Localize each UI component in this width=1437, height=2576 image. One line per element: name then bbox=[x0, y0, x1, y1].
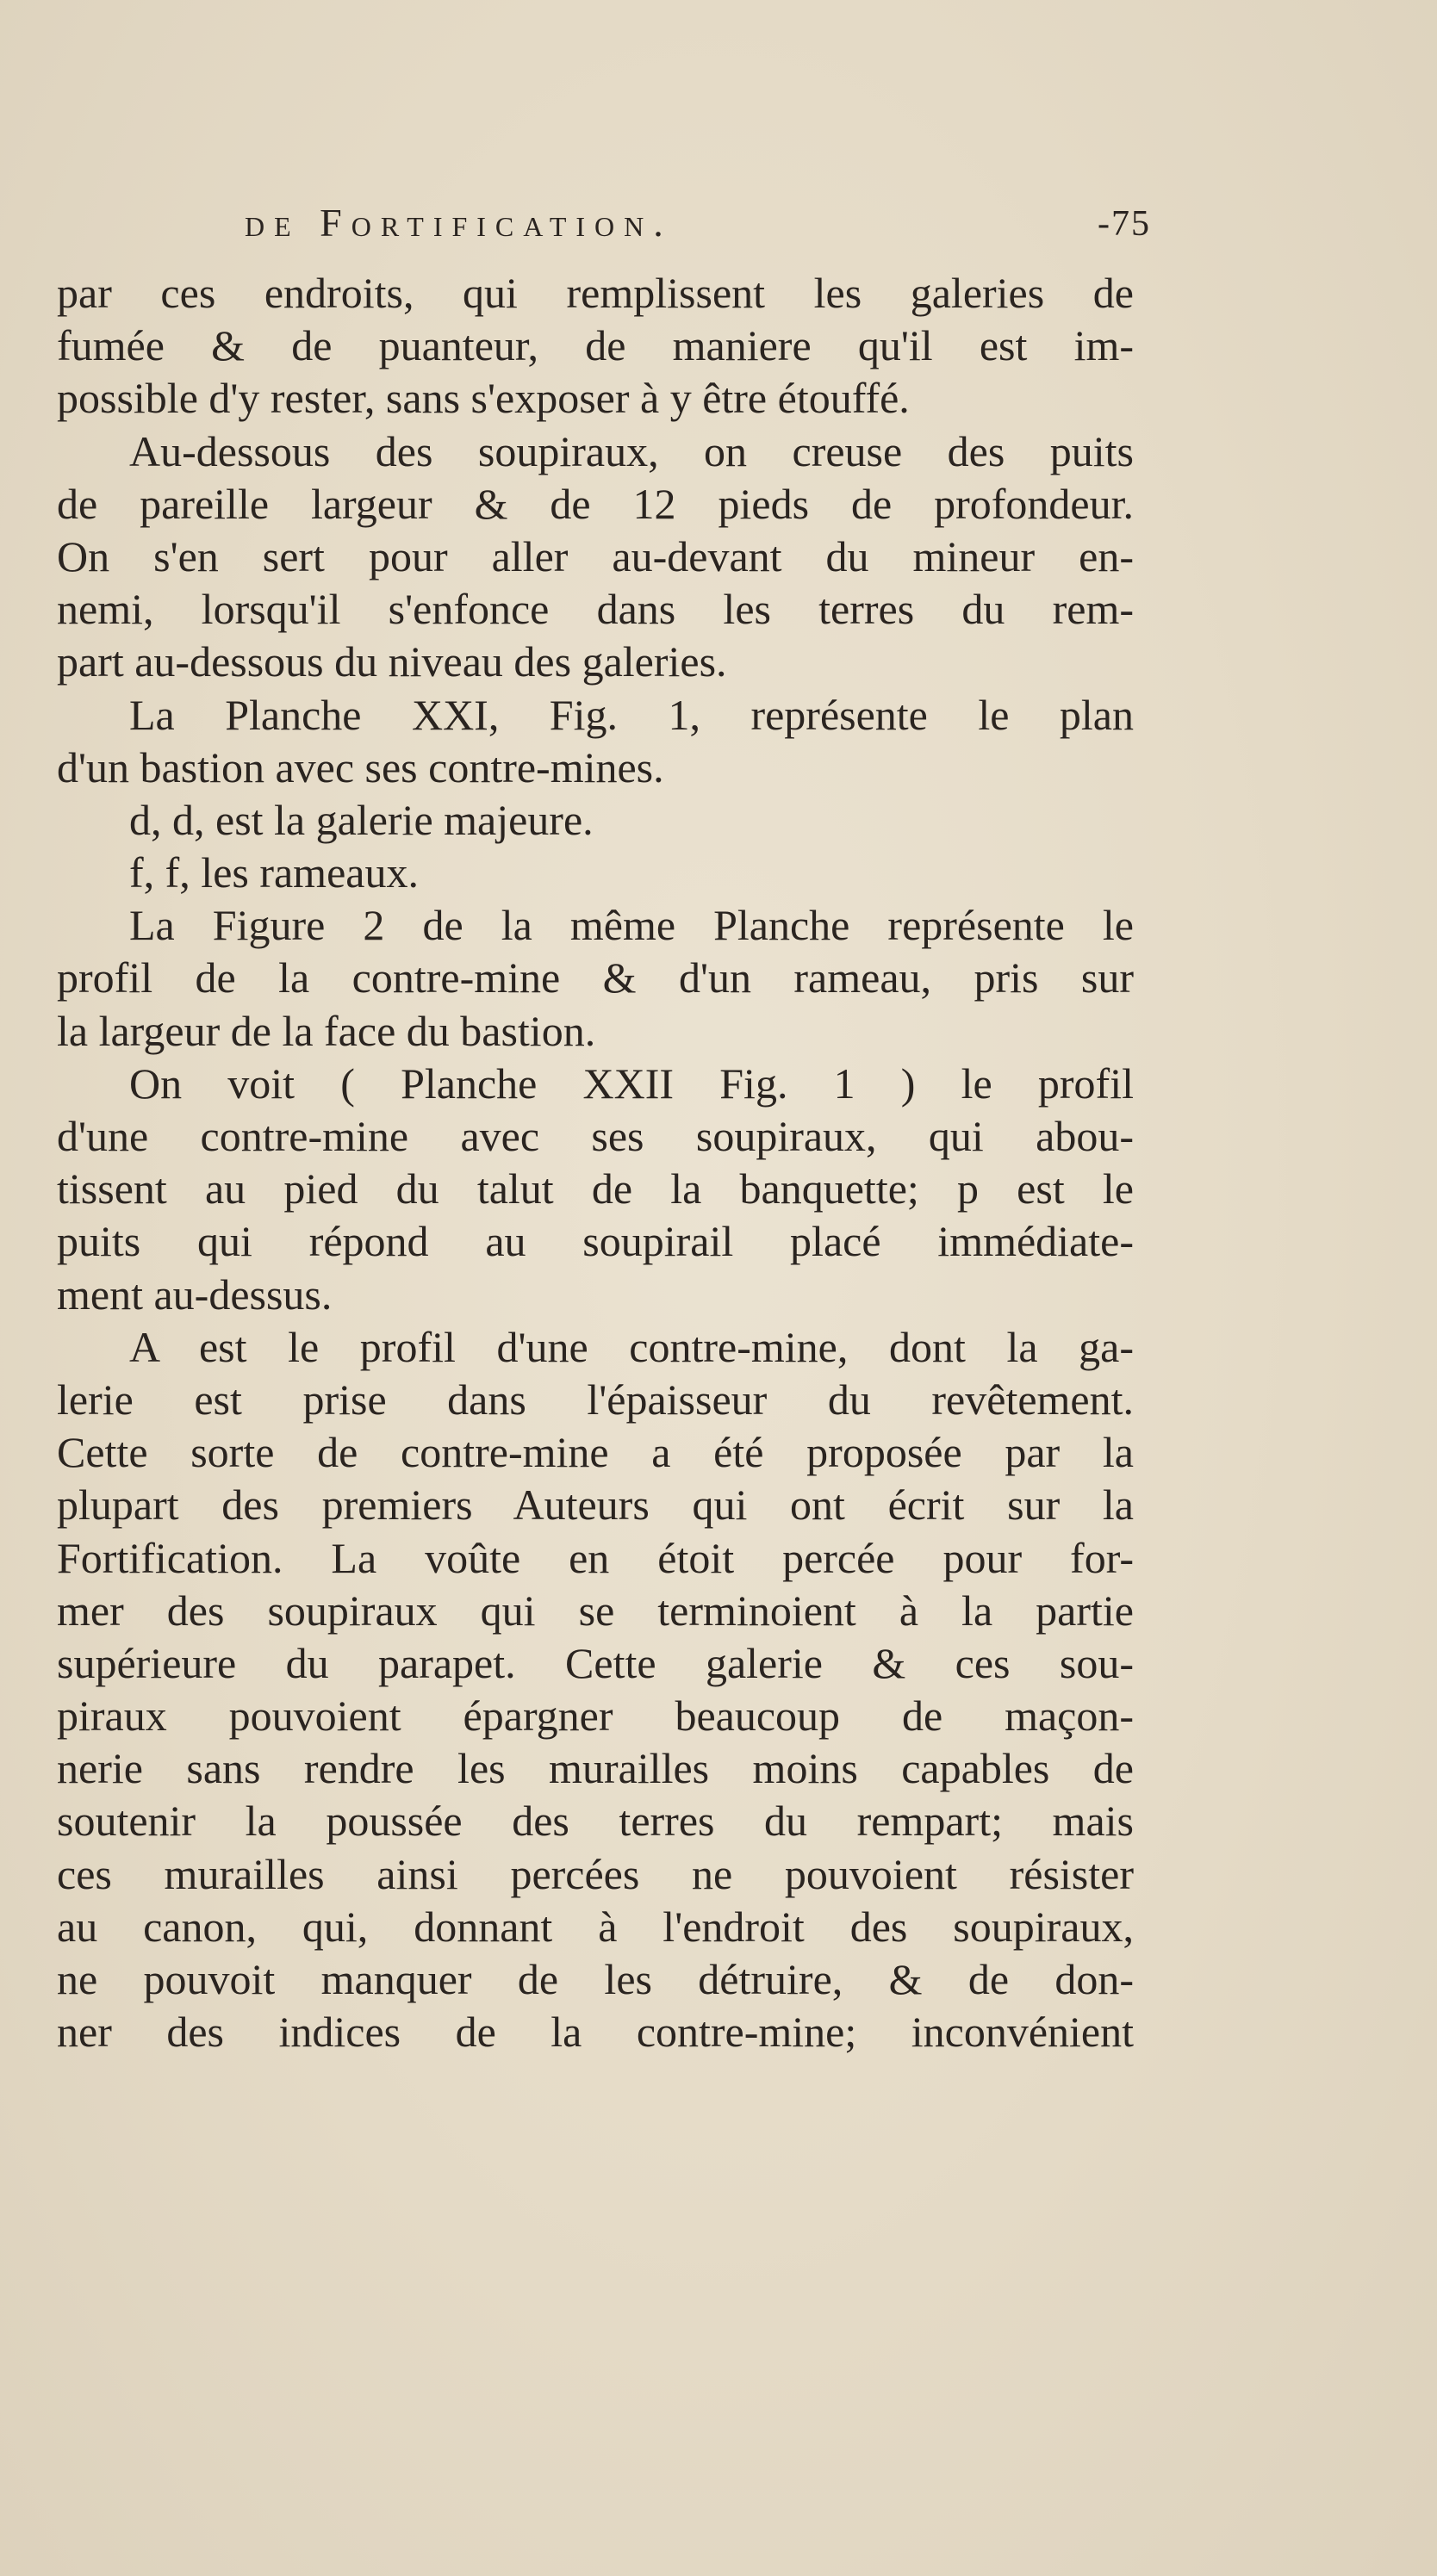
text-line: fumée & de puanteur, de maniere qu'il est im- bbox=[57, 321, 1134, 370]
text-line: lerie est prise dans l'épaisseur du revêtement. bbox=[57, 1375, 1134, 1424]
text-line: ces murailles ainsi percées ne pouvoient résister bbox=[57, 1849, 1134, 1898]
text-line: On s'en sert pour aller au-devant du mineur en- bbox=[57, 531, 1134, 580]
text-line: la largeur de la face du bastion. bbox=[57, 1006, 596, 1055]
text-line: piraux pouvoient épargner beaucoup de maçon- bbox=[57, 1691, 1134, 1741]
text-line: nerie sans rendre les murailles moins capables de bbox=[57, 1744, 1134, 1793]
text-line: mer des soupiraux qui se terminoient à la partie bbox=[57, 1586, 1134, 1635]
text-line: plupart des premiers Auteurs qui ont écrit sur la bbox=[57, 1480, 1134, 1530]
page-text bbox=[57, 200, 1151, 2058]
text-line: nemi, lorsqu'il s'enfonce dans les terres du rem- bbox=[57, 585, 1134, 634]
body-text bbox=[57, 267, 1134, 2058]
text-line: profil de la contre-mine & d'un rameau, pris sur bbox=[57, 953, 1134, 1002]
text-line: Cette sorte de contre-mine a été proposée par la bbox=[57, 1428, 1134, 1477]
running-head bbox=[57, 200, 1151, 267]
text-line: de pareille largeur & de 12 pieds de profondeur. bbox=[57, 479, 1134, 528]
text-line: tissent au pied du talut de la banquette; p est le bbox=[57, 1164, 1134, 1214]
text-line: d'un bastion avec ses contre-mines. bbox=[57, 742, 664, 791]
text-line: A est le profil d'une contre-mine, dont la ga- bbox=[129, 1322, 1134, 1371]
page-number: -75 bbox=[1098, 204, 1151, 244]
running-head-title: de Fortification. bbox=[245, 201, 673, 245]
text-line: La Figure 2 de la même Planche représente le bbox=[129, 901, 1134, 950]
text-line: par ces endroits, qui remplissent les galeries de bbox=[57, 269, 1134, 317]
text-line: ner des indices de la contre-mine; inconvénient bbox=[57, 2008, 1134, 2057]
text-line: Au-dessous des soupiraux, on creuse des puits bbox=[129, 426, 1134, 475]
text-line: d, d, est la galerie majeure. bbox=[129, 795, 594, 844]
text-line: supérieure du parapet. Cette galerie & ces sou- bbox=[57, 1638, 1134, 1687]
text-line: ment au-dessus. bbox=[57, 1269, 333, 1319]
text-line: ne pouvoit manquer de les détruire, & de don- bbox=[57, 1955, 1134, 2003]
text-line: soutenir la poussée des terres du rempart; mais bbox=[57, 1797, 1134, 1846]
text-line: Fortification. La voûte en étoit percée pour for- bbox=[57, 1533, 1134, 1582]
text-line: puits qui répond au soupirail placé immédiate- bbox=[57, 1217, 1134, 1266]
text-line: On voit ( Planche XXII Fig. 1 ) le profil bbox=[129, 1058, 1134, 1108]
text-line: possible d'y rester, sans s'exposer à y être étouffé. bbox=[57, 374, 910, 423]
text-line: au canon, qui, donnant à l'endroit des soupiraux, bbox=[57, 1902, 1134, 1951]
text-line: La Planche XXI, Fig. 1, représente le plan bbox=[129, 690, 1134, 739]
text-line: part au-dessous du niveau des galeries. bbox=[57, 637, 727, 686]
text-line: d'une contre-mine avec ses soupiraux, qui abou- bbox=[57, 1112, 1134, 1160]
text-line: f, f, les rameaux. bbox=[129, 848, 419, 897]
